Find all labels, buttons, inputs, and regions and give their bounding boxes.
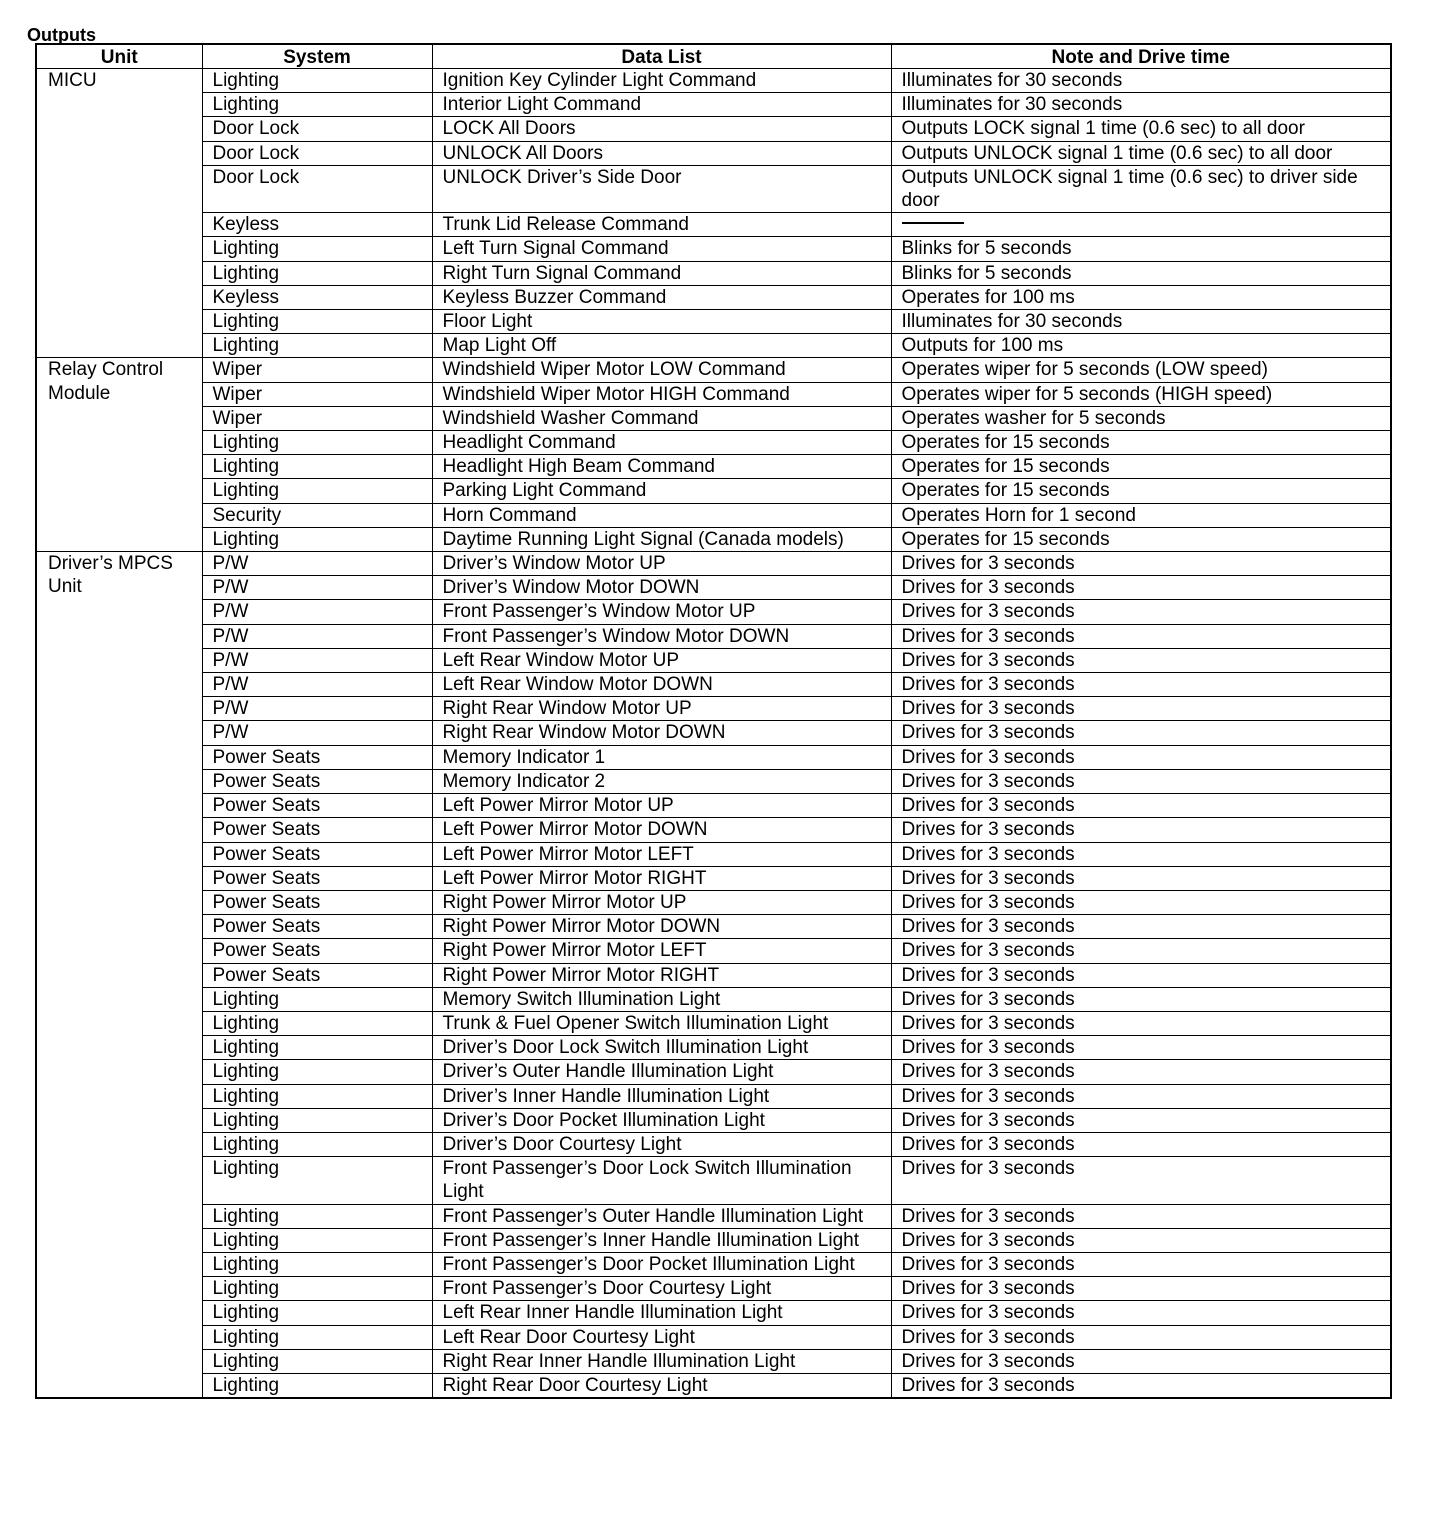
table-row: [36, 382, 1391, 406]
data-list-cell: Windshield Washer Command: [432, 406, 891, 430]
note-cell: Operates for 15 seconds: [891, 455, 1391, 479]
data-list-cell: UNLOCK All Doors: [432, 141, 891, 165]
note-cell: Illuminates for 30 seconds: [891, 69, 1391, 93]
system-cell: Lighting: [202, 455, 432, 479]
data-list-cell: Right Turn Signal Command: [432, 261, 891, 285]
table-row: [36, 552, 1391, 576]
data-list-cell: Memory Indicator 2: [432, 769, 891, 793]
table-row: [36, 141, 1391, 165]
note-cell: Drives for 3 seconds: [891, 963, 1391, 987]
note-cell: Outputs UNLOCK signal 1 time (0.6 sec) to driver side door: [891, 165, 1391, 212]
table-row: [36, 818, 1391, 842]
system-cell: Lighting: [202, 1060, 432, 1084]
system-cell: Lighting: [202, 431, 432, 455]
note-cell: Drives for 3 seconds: [891, 866, 1391, 890]
note-cell: Drives for 3 seconds: [891, 1108, 1391, 1132]
table-row: [36, 890, 1391, 914]
table-row: [36, 1132, 1391, 1156]
table-row: [36, 1373, 1391, 1398]
data-list-cell: Left Power Mirror Motor LEFT: [432, 842, 891, 866]
note-cell: Operates for 15 seconds: [891, 431, 1391, 455]
empty-note-dash: [902, 222, 964, 224]
data-list-cell: Horn Command: [432, 503, 891, 527]
system-cell: Lighting: [202, 479, 432, 503]
data-list-cell: Right Power Mirror Motor RIGHT: [432, 963, 891, 987]
data-list-cell: Headlight High Beam Command: [432, 455, 891, 479]
system-cell: Wiper: [202, 382, 432, 406]
system-cell: Lighting: [202, 1325, 432, 1349]
system-cell: Door Lock: [202, 141, 432, 165]
system-cell: Power Seats: [202, 818, 432, 842]
table-row: [36, 576, 1391, 600]
system-cell: Keyless: [202, 213, 432, 237]
system-cell: Lighting: [202, 1108, 432, 1132]
table-row: [36, 915, 1391, 939]
table-row: [36, 285, 1391, 309]
table-row: [36, 673, 1391, 697]
note-cell: Drives for 3 seconds: [891, 1301, 1391, 1325]
unit-header: Unit: [36, 44, 202, 69]
note-cell: Drives for 3 seconds: [891, 1204, 1391, 1228]
note-cell: Drives for 3 seconds: [891, 1277, 1391, 1301]
system-cell: Lighting: [202, 1349, 432, 1373]
table-row: [36, 1157, 1391, 1204]
system-cell: Lighting: [202, 69, 432, 93]
data-list-cell: Driver’s Door Pocket Illumination Light: [432, 1108, 891, 1132]
note-cell: Blinks for 5 seconds: [891, 261, 1391, 285]
data-list-cell: Right Rear Window Motor UP: [432, 697, 891, 721]
system-cell: Wiper: [202, 406, 432, 430]
table-row: [36, 1301, 1391, 1325]
system-cell: Power Seats: [202, 769, 432, 793]
data-list-cell: Headlight Command: [432, 431, 891, 455]
note-cell: Drives for 3 seconds: [891, 1084, 1391, 1108]
system-cell: Power Seats: [202, 794, 432, 818]
note-cell: Drives for 3 seconds: [891, 673, 1391, 697]
data-list-header: Data List: [432, 44, 891, 69]
table-row: [36, 745, 1391, 769]
system-cell: Lighting: [202, 310, 432, 334]
header-row: [36, 44, 1391, 69]
data-list-cell: Front Passenger’s Door Courtesy Light: [432, 1277, 891, 1301]
data-list-cell: Daytime Running Light Signal (Canada models): [432, 527, 891, 551]
note-cell: Drives for 3 seconds: [891, 915, 1391, 939]
system-cell: Lighting: [202, 1228, 432, 1252]
data-list-cell: Keyless Buzzer Command: [432, 285, 891, 309]
table-row: [36, 1108, 1391, 1132]
data-list-cell: Right Rear Door Courtesy Light: [432, 1373, 891, 1398]
system-cell: Lighting: [202, 334, 432, 358]
note-cell: Operates washer for 5 seconds: [891, 406, 1391, 430]
table-row: [36, 406, 1391, 430]
system-cell: P/W: [202, 673, 432, 697]
table-row: [36, 697, 1391, 721]
data-list-cell: Trunk Lid Release Command: [432, 213, 891, 237]
note-cell: Drives for 3 seconds: [891, 842, 1391, 866]
table-row: [36, 648, 1391, 672]
data-list-cell: Driver’s Door Lock Switch Illumination Light: [432, 1036, 891, 1060]
note-cell: Drives for 3 seconds: [891, 939, 1391, 963]
system-cell: Keyless: [202, 285, 432, 309]
system-cell: Lighting: [202, 1204, 432, 1228]
data-list-cell: Left Rear Door Courtesy Light: [432, 1325, 891, 1349]
note-cell: Drives for 3 seconds: [891, 1132, 1391, 1156]
data-list-cell: Front Passenger’s Window Motor UP: [432, 600, 891, 624]
table-row: [36, 624, 1391, 648]
note-cell: Illuminates for 30 seconds: [891, 310, 1391, 334]
data-list-cell: Trunk & Fuel Opener Switch Illumination Light: [432, 1011, 891, 1035]
note-cell: Drives for 3 seconds: [891, 890, 1391, 914]
note-header: Note and Drive time: [891, 44, 1391, 69]
data-list-cell: Left Power Mirror Motor RIGHT: [432, 866, 891, 890]
note-cell: Drives for 3 seconds: [891, 624, 1391, 648]
data-list-cell: Right Rear Window Motor DOWN: [432, 721, 891, 745]
note-cell: Drives for 3 seconds: [891, 721, 1391, 745]
table-row: [36, 866, 1391, 890]
note-cell: Outputs for 100 ms: [891, 334, 1391, 358]
table-row: [36, 842, 1391, 866]
table-row: [36, 117, 1391, 141]
system-cell: Lighting: [202, 1036, 432, 1060]
table-row: [36, 939, 1391, 963]
system-cell: P/W: [202, 552, 432, 576]
system-cell: Lighting: [202, 1301, 432, 1325]
data-list-cell: Left Power Mirror Motor UP: [432, 794, 891, 818]
table-row: [36, 503, 1391, 527]
table-row: [36, 165, 1391, 212]
system-cell: Lighting: [202, 1132, 432, 1156]
data-list-cell: Driver’s Window Motor UP: [432, 552, 891, 576]
data-list-cell: Left Rear Window Motor DOWN: [432, 673, 891, 697]
data-list-cell: Driver’s Door Courtesy Light: [432, 1132, 891, 1156]
table-row: [36, 431, 1391, 455]
note-cell: Drives for 3 seconds: [891, 1228, 1391, 1252]
data-list-cell: Interior Light Command: [432, 93, 891, 117]
data-list-cell: Front Passenger’s Door Pocket Illumination Light: [432, 1252, 891, 1276]
note-cell: Illuminates for 30 seconds: [891, 93, 1391, 117]
data-list-cell: Front Passenger’s Inner Handle Illumination Light: [432, 1228, 891, 1252]
system-cell: Door Lock: [202, 117, 432, 141]
system-cell: P/W: [202, 721, 432, 745]
table-row: [36, 261, 1391, 285]
system-header: System: [202, 44, 432, 69]
note-cell: Operates Horn for 1 second: [891, 503, 1391, 527]
note-cell: Operates wiper for 5 seconds (HIGH speed): [891, 382, 1391, 406]
system-cell: Power Seats: [202, 745, 432, 769]
system-cell: Lighting: [202, 1373, 432, 1398]
note-cell: Blinks for 5 seconds: [891, 237, 1391, 261]
table-row: [36, 769, 1391, 793]
system-cell: Lighting: [202, 527, 432, 551]
table-row: [36, 213, 1391, 237]
table-row: [36, 479, 1391, 503]
system-cell: P/W: [202, 697, 432, 721]
table-row: [36, 1011, 1391, 1035]
system-cell: Lighting: [202, 1084, 432, 1108]
data-list-cell: Right Power Mirror Motor UP: [432, 890, 891, 914]
table-row: [36, 1349, 1391, 1373]
system-cell: Power Seats: [202, 915, 432, 939]
system-cell: Lighting: [202, 1277, 432, 1301]
table-row: [36, 358, 1391, 382]
note-cell: Drives for 3 seconds: [891, 1157, 1391, 1204]
data-list-cell: Memory Switch Illumination Light: [432, 987, 891, 1011]
data-list-cell: Left Rear Window Motor UP: [432, 648, 891, 672]
system-cell: Door Lock: [202, 165, 432, 212]
data-list-cell: Right Power Mirror Motor DOWN: [432, 915, 891, 939]
note-cell: Drives for 3 seconds: [891, 552, 1391, 576]
data-list-cell: Floor Light: [432, 310, 891, 334]
system-cell: P/W: [202, 600, 432, 624]
note-cell: Operates for 100 ms: [891, 285, 1391, 309]
note-cell: Drives for 3 seconds: [891, 745, 1391, 769]
table-row: [36, 1325, 1391, 1349]
data-list-cell: Driver’s Outer Handle Illumination Light: [432, 1060, 891, 1084]
table-row: [36, 1204, 1391, 1228]
table-row: [36, 721, 1391, 745]
system-cell: P/W: [202, 648, 432, 672]
note-cell: Drives for 3 seconds: [891, 818, 1391, 842]
note-cell: Drives for 3 seconds: [891, 987, 1391, 1011]
system-cell: Power Seats: [202, 939, 432, 963]
note-cell: Drives for 3 seconds: [891, 769, 1391, 793]
system-cell: Lighting: [202, 237, 432, 261]
note-cell: Operates wiper for 5 seconds (LOW speed): [891, 358, 1391, 382]
data-list-cell: Left Turn Signal Command: [432, 237, 891, 261]
table-row: [36, 1228, 1391, 1252]
system-cell: Power Seats: [202, 866, 432, 890]
data-list-cell: Parking Light Command: [432, 479, 891, 503]
data-list-cell: Memory Indicator 1: [432, 745, 891, 769]
table-row: [36, 1252, 1391, 1276]
table-row: [36, 1084, 1391, 1108]
data-list-cell: Front Passenger’s Outer Handle Illumination Light: [432, 1204, 891, 1228]
system-cell: Lighting: [202, 93, 432, 117]
table-row: [36, 237, 1391, 261]
note-cell: Drives for 3 seconds: [891, 1349, 1391, 1373]
table-row: [36, 527, 1391, 551]
data-list-cell: Map Light Off: [432, 334, 891, 358]
table-row: [36, 600, 1391, 624]
data-list-cell: UNLOCK Driver’s Side Door: [432, 165, 891, 212]
data-list-cell: Driver’s Window Motor DOWN: [432, 576, 891, 600]
table-row: [36, 963, 1391, 987]
data-list-cell: Front Passenger’s Window Motor DOWN: [432, 624, 891, 648]
table-body: [36, 69, 1391, 1399]
table-row: [36, 1060, 1391, 1084]
note-cell: Drives for 3 seconds: [891, 1036, 1391, 1060]
note-cell: Drives for 3 seconds: [891, 1373, 1391, 1398]
table-row: [36, 1036, 1391, 1060]
table-row: [36, 987, 1391, 1011]
data-list-cell: Left Power Mirror Motor DOWN: [432, 818, 891, 842]
system-cell: Lighting: [202, 261, 432, 285]
system-cell: P/W: [202, 624, 432, 648]
system-cell: Power Seats: [202, 842, 432, 866]
system-cell: Wiper: [202, 358, 432, 382]
table-row: [36, 310, 1391, 334]
table-row: [36, 1277, 1391, 1301]
table-row: [36, 93, 1391, 117]
table-row: [36, 455, 1391, 479]
outputs-table: [35, 43, 1392, 1399]
system-cell: Power Seats: [202, 890, 432, 914]
data-list-cell: Ignition Key Cylinder Light Command: [432, 69, 891, 93]
system-cell: Power Seats: [202, 963, 432, 987]
data-list-cell: LOCK All Doors: [432, 117, 891, 141]
system-cell: Lighting: [202, 1157, 432, 1204]
data-list-cell: Driver’s Inner Handle Illumination Light: [432, 1084, 891, 1108]
note-cell: Drives for 3 seconds: [891, 600, 1391, 624]
data-list-cell: Right Rear Inner Handle Illumination Light: [432, 1349, 891, 1373]
note-cell: Drives for 3 seconds: [891, 1060, 1391, 1084]
note-cell: Outputs UNLOCK signal 1 time (0.6 sec) to all door: [891, 141, 1391, 165]
system-cell: Lighting: [202, 1252, 432, 1276]
data-list-cell: Windshield Wiper Motor HIGH Command: [432, 382, 891, 406]
unit-cell: MICU: [36, 69, 202, 358]
system-cell: Lighting: [202, 987, 432, 1011]
system-cell: Security: [202, 503, 432, 527]
note-cell: Operates for 15 seconds: [891, 479, 1391, 503]
note-cell: Drives for 3 seconds: [891, 1252, 1391, 1276]
note-cell: Drives for 3 seconds: [891, 697, 1391, 721]
table-title: Outputs: [27, 25, 96, 45]
data-list-cell: Front Passenger’s Door Lock Switch Illumination Light: [432, 1157, 891, 1204]
data-list-cell: Left Rear Inner Handle Illumination Light: [432, 1301, 891, 1325]
system-cell: Lighting: [202, 1011, 432, 1035]
note-cell: Drives for 3 seconds: [891, 1011, 1391, 1035]
table-row: [36, 794, 1391, 818]
note-cell: Drives for 3 seconds: [891, 576, 1391, 600]
note-cell: Drives for 3 seconds: [891, 648, 1391, 672]
note-cell: Outputs LOCK signal 1 time (0.6 sec) to all door: [891, 117, 1391, 141]
note-cell: [891, 213, 1391, 237]
data-list-cell: Windshield Wiper Motor LOW Command: [432, 358, 891, 382]
table-row: [36, 334, 1391, 358]
table-row: [36, 69, 1391, 93]
note-cell: Operates for 15 seconds: [891, 527, 1391, 551]
system-cell: P/W: [202, 576, 432, 600]
data-list-cell: Right Power Mirror Motor LEFT: [432, 939, 891, 963]
note-cell: Drives for 3 seconds: [891, 794, 1391, 818]
note-cell: Drives for 3 seconds: [891, 1325, 1391, 1349]
unit-cell: Driver’s MPCS Unit: [36, 552, 202, 1399]
unit-cell: Relay Control Module: [36, 358, 202, 552]
